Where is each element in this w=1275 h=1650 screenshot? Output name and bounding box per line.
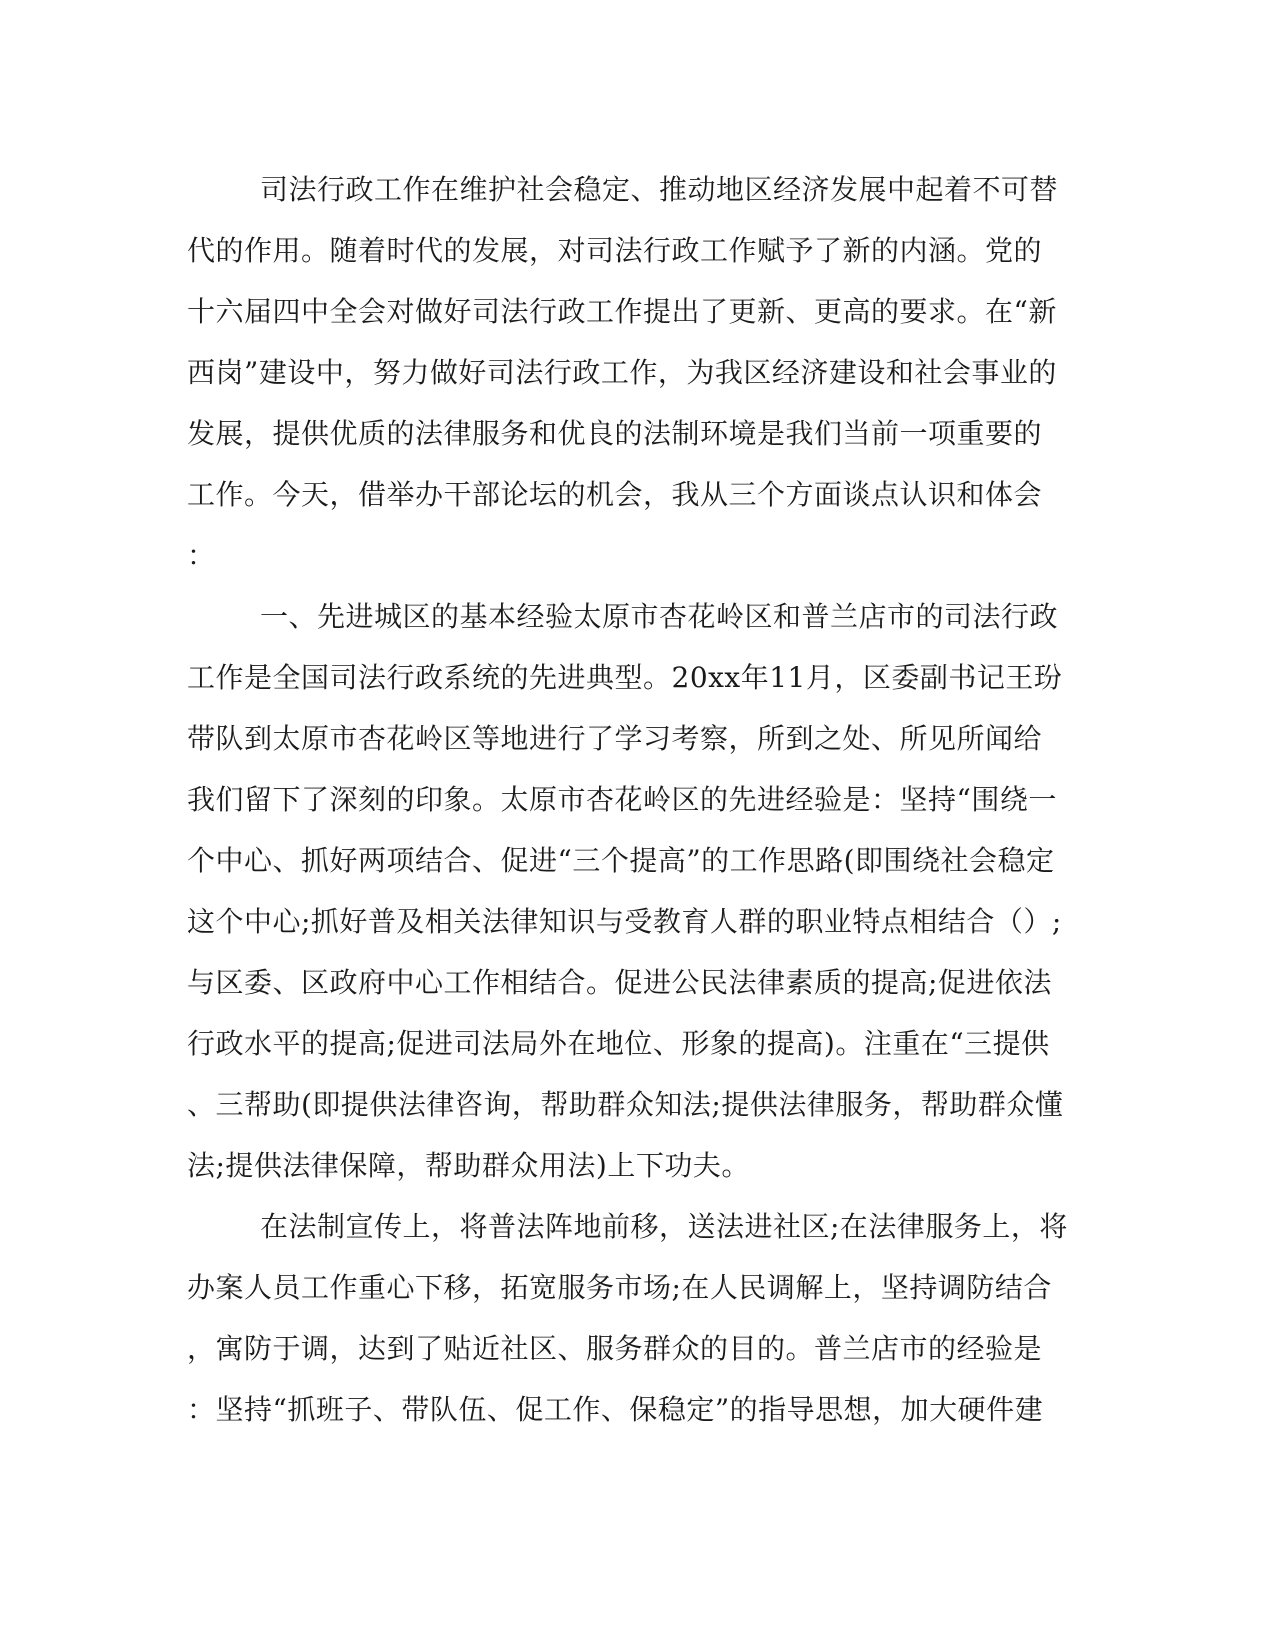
text-line: 司法行政工作在维护社会稳定、推动地区经济发展中起着不可替 — [260, 173, 1059, 206]
text-line: 办案人员工作重心下移，拓宽服务市场;在人民调解上，坚持调防结合 — [187, 1271, 1052, 1304]
text-line: 个中心、抓好两项结合、促进“三个提高”的工作思路(即围绕社会稳定 — [187, 844, 1055, 877]
text-line: 在法制宣传上，将普法阵地前移，送法进社区;在法律服务上，将 — [260, 1210, 1068, 1243]
text-line: 法;提供法律保障，帮助群众用法)上下功夫。 — [187, 1149, 750, 1182]
text-line: ： — [187, 539, 216, 572]
text-line: 我们留下了深刻的印象。太原市杏花岭区的先进经验是：坚持“围绕一 — [187, 783, 1057, 816]
text-line: 一、先进城区的基本经验太原市杏花岭区和普兰店市的司法行政 — [260, 600, 1059, 633]
text-line: ：坚持“抓班子、带队伍、促工作、保稳定”的指导思想，加大硬件建 — [187, 1393, 1044, 1426]
text-line: 行政水平的提高;促进司法局外在地位、形象的提高)。注重在“三提供 — [187, 1027, 1050, 1060]
text-line: 带队到太原市杏花岭区等地进行了学习考察，所到之处、所见所闻给 — [187, 722, 1043, 755]
text-line: 西岗”建设中，努力做好司法行政工作，为我区经济建设和社会事业的 — [187, 356, 1057, 389]
text-line: 十六届四中全会对做好司法行政工作提出了更新、更高的要求。在“新 — [187, 295, 1057, 328]
text-line: 、三帮助(即提供法律咨询，帮助群众知法;提供法律服务，帮助群众懂 — [187, 1088, 1064, 1121]
text-line: 与区委、区政府中心工作相结合。促进公民法律素质的提高;促进依法 — [187, 966, 1052, 999]
text-line: 这个中心;抓好普及相关法律知识与受教育人群的职业特点相结合（）; — [187, 905, 1062, 938]
text-line: 发展，提供优质的法律服务和优良的法制环境是我们当前一项重要的 — [187, 417, 1043, 450]
document-body — [187, 159, 1087, 1440]
text-line: 工作是全国司法行政系统的先进典型。20xx年11月，区委副书记王玢 — [187, 661, 1063, 694]
text-line: ，寓防于调，达到了贴近社区、服务群众的目的。普兰店市的经验是 — [187, 1332, 1043, 1365]
text-line: 代的作用。随着时代的发展，对司法行政工作赋予了新的内涵。党的 — [187, 234, 1043, 267]
text-line: 工作。今天，借举办干部论坛的机会，我从三个方面谈点认识和体会 — [187, 478, 1043, 511]
